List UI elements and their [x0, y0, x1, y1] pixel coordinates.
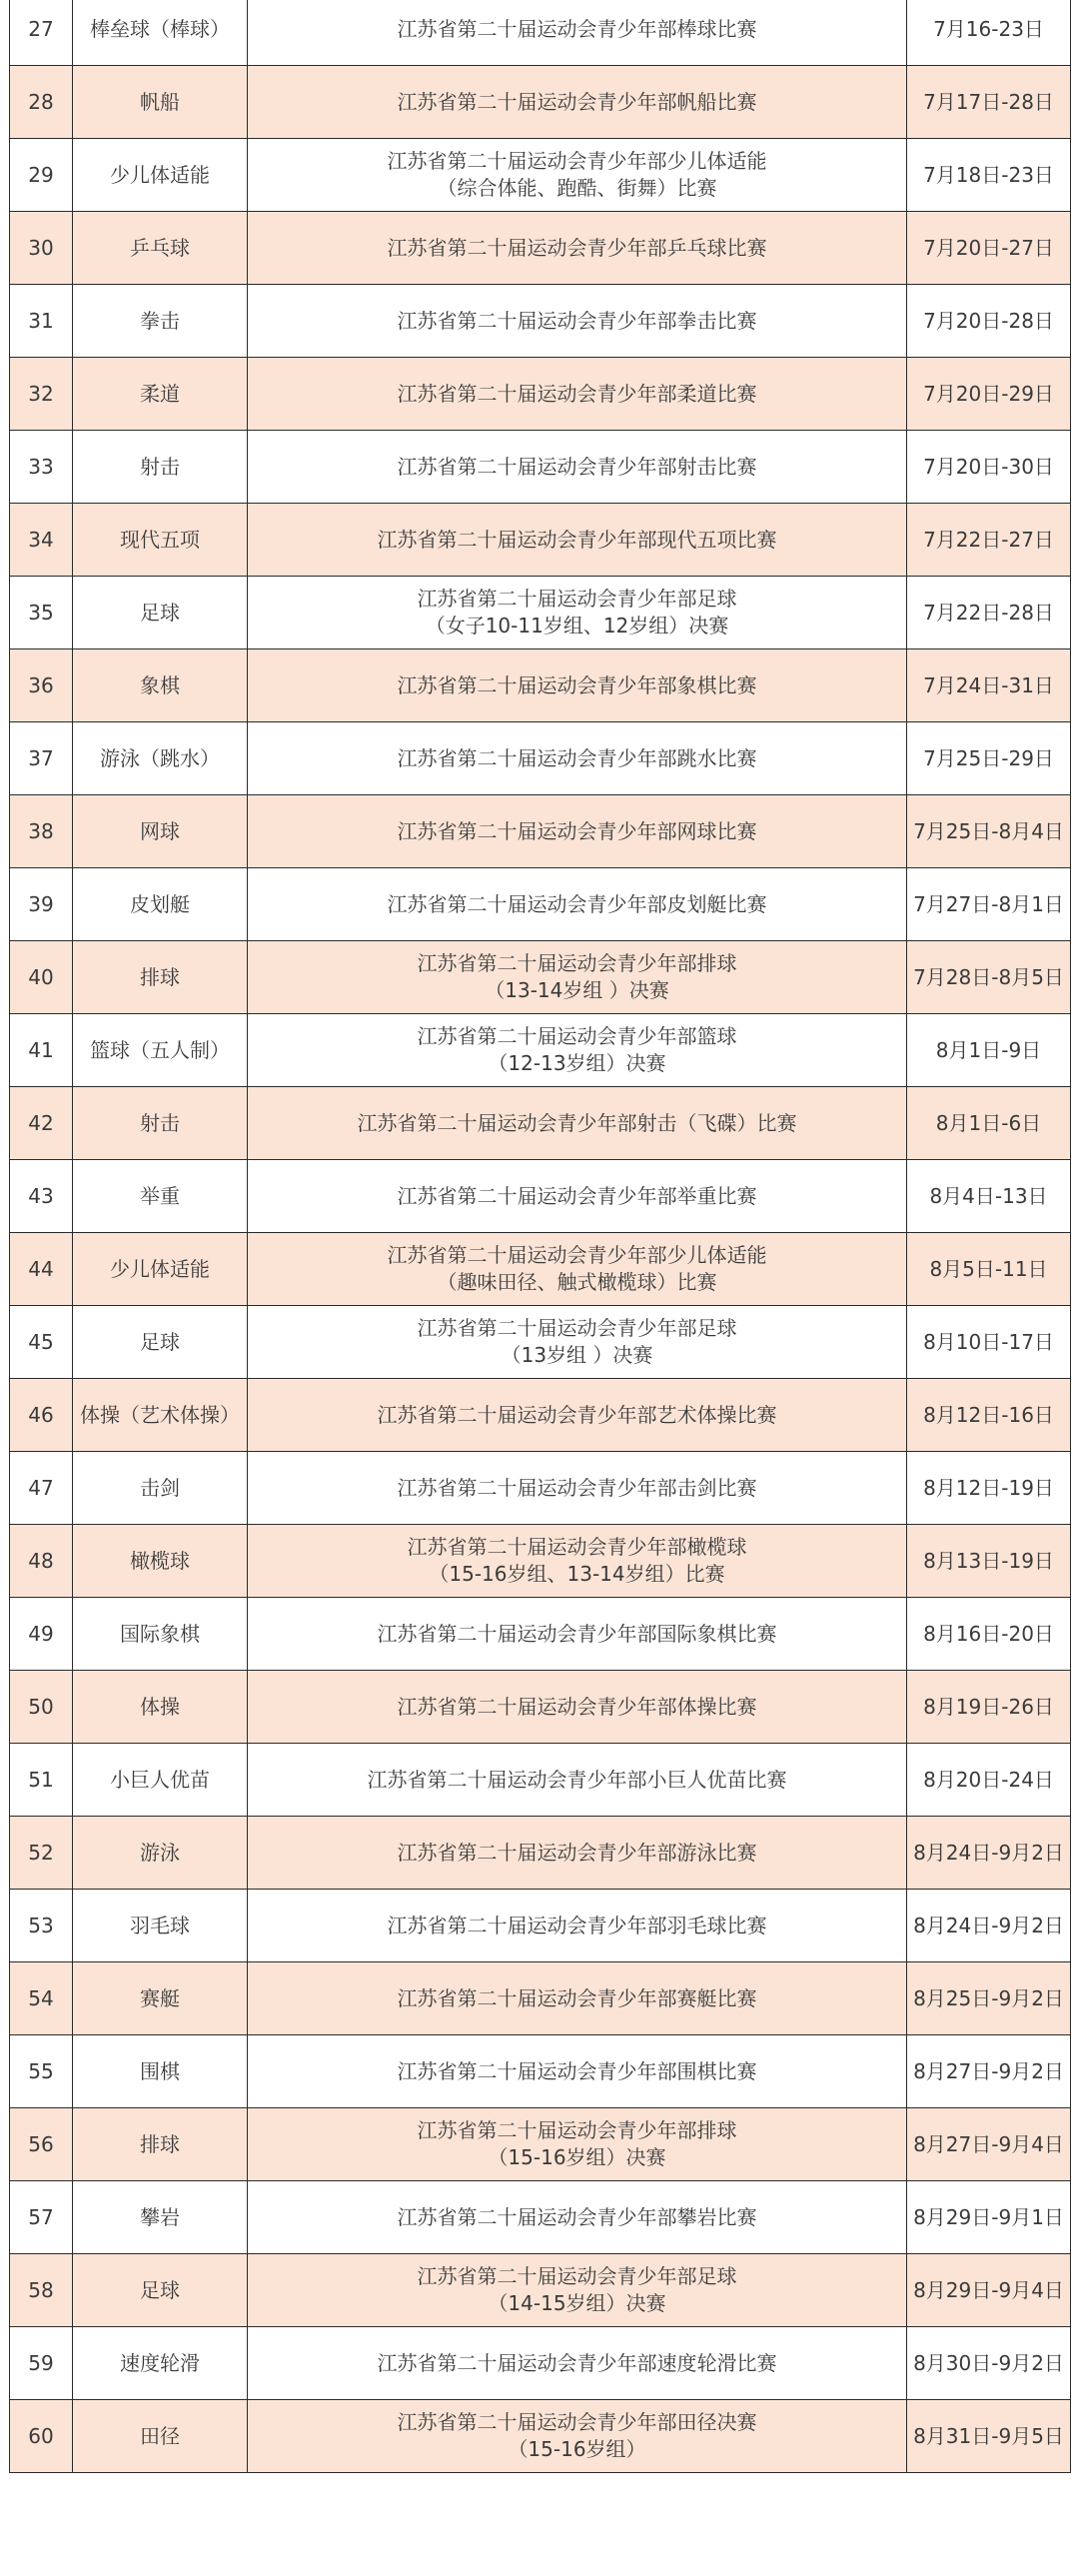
event-name-line: （13-14岁组 ）决赛: [485, 978, 669, 1002]
event-name-line: 江苏省第二十届运动会青少年部速度轮滑比赛: [377, 2350, 777, 2375]
event-name-line: （15-16岁组）决赛: [488, 2145, 666, 2169]
sport-name: 少儿体适能: [73, 139, 248, 212]
event-name-line: 江苏省第二十届运动会青少年部射击（飞碟）比赛: [357, 1110, 797, 1135]
sport-name: 举重: [73, 1160, 248, 1233]
table-row: [10, 1160, 1071, 1233]
event-name-line: （13岁组 ）决赛: [501, 1343, 653, 1367]
event-date: 8月13日-19日: [907, 1525, 1071, 1598]
event-name-line: 江苏省第二十届运动会青少年部羽毛球比赛: [387, 1913, 767, 1937]
event-name-line: （女子10-11岁组、12岁组）决赛: [425, 614, 729, 638]
table-row: [10, 212, 1071, 285]
event-name-line: 江苏省第二十届运动会青少年部皮划艇比赛: [387, 891, 767, 916]
sport-name: 游泳（跳水）: [73, 722, 248, 795]
sport-name: 排球: [73, 2108, 248, 2181]
event-name-line: 江苏省第二十届运动会青少年部举重比赛: [397, 1183, 757, 1208]
event-name-line: 江苏省第二十届运动会青少年部国际象棋比赛: [377, 1621, 777, 1646]
event-date: 8月24日-9月2日: [907, 1817, 1071, 1890]
row-number: 39: [10, 868, 73, 941]
event-date: 7月20日-28日: [907, 285, 1071, 358]
event-name-line: 江苏省第二十届运动会青少年部网球比赛: [397, 818, 757, 843]
table-row: [10, 1962, 1071, 2035]
sport-name: 拳击: [73, 285, 248, 358]
event-date: 7月24日-31日: [907, 649, 1071, 722]
event-name: [248, 285, 907, 358]
event-name-line: 江苏省第二十届运动会青少年部体操比赛: [397, 1694, 757, 1719]
event-name: [248, 1087, 907, 1160]
event-name: [248, 2108, 907, 2181]
sport-name: 速度轮滑: [73, 2327, 248, 2400]
row-number: 27: [10, 0, 73, 66]
row-number: 35: [10, 577, 73, 649]
sport-name: 现代五项: [73, 504, 248, 577]
event-name: [248, 941, 907, 1014]
sport-name: 赛艇: [73, 1962, 248, 2035]
row-number: 53: [10, 1890, 73, 1962]
event-date: 7月17日-28日: [907, 66, 1071, 139]
row-number: 37: [10, 722, 73, 795]
competition-schedule-table: [9, 0, 1071, 2473]
event-date: 7月28日-8月5日: [907, 941, 1071, 1014]
event-name: [248, 66, 907, 139]
row-number: 47: [10, 1452, 73, 1525]
event-name: [248, 1671, 907, 1744]
event-name: [248, 504, 907, 577]
event-name: [248, 2181, 907, 2254]
sport-name: 篮球（五人制）: [73, 1014, 248, 1087]
sport-name: 体操（艺术体操）: [73, 1379, 248, 1452]
row-number: 29: [10, 139, 73, 212]
sport-name: 棒垒球（棒球）: [73, 0, 248, 66]
event-name-line: （12-13岁组）决赛: [488, 1051, 666, 1075]
sport-name: 帆船: [73, 66, 248, 139]
table-row: [10, 66, 1071, 139]
event-name-line: （综合体能、跑酷、街舞）比赛: [437, 176, 717, 200]
table-row: [10, 2035, 1071, 2108]
sport-name: 足球: [73, 1306, 248, 1379]
event-name: [248, 1379, 907, 1452]
event-date: 8月10日-17日: [907, 1306, 1071, 1379]
event-name: [248, 1890, 907, 1962]
event-name-line: （15-16岁组）: [508, 2437, 646, 2461]
row-number: 51: [10, 1744, 73, 1817]
row-number: 58: [10, 2254, 73, 2327]
event-name: [248, 1962, 907, 2035]
event-date: 8月19日-26日: [907, 1671, 1071, 1744]
table-row: [10, 1890, 1071, 1962]
table-row: [10, 722, 1071, 795]
event-name-line: 江苏省第二十届运动会青少年部击剑比赛: [397, 1475, 757, 1500]
table-row: [10, 1087, 1071, 1160]
sport-name: 橄榄球: [73, 1525, 248, 1598]
table-row: [10, 0, 1071, 66]
row-number: 40: [10, 941, 73, 1014]
event-name-line: 江苏省第二十届运动会青少年部艺术体操比赛: [377, 1402, 777, 1427]
table-row: [10, 1598, 1071, 1671]
sport-name: 攀岩: [73, 2181, 248, 2254]
row-number: 54: [10, 1962, 73, 2035]
event-name-line: （14-15岁组）决赛: [488, 2291, 666, 2315]
row-number: 46: [10, 1379, 73, 1452]
event-date: 8月24日-9月2日: [907, 1890, 1071, 1962]
row-number: 48: [10, 1525, 73, 1598]
sport-name: 网球: [73, 795, 248, 868]
event-date: 7月25日-29日: [907, 722, 1071, 795]
table-row: [10, 2108, 1071, 2181]
event-name-line: 江苏省第二十届运动会青少年部少儿体适能: [387, 149, 767, 173]
event-name: [248, 795, 907, 868]
event-name-line: （趣味田径、触式橄榄球）比赛: [437, 1270, 717, 1294]
row-number: 44: [10, 1233, 73, 1306]
event-name-line: 江苏省第二十届运动会青少年部帆船比赛: [397, 89, 757, 114]
event-name: [248, 577, 907, 649]
sport-name: 柔道: [73, 358, 248, 431]
table-row: [10, 1233, 1071, 1306]
row-number: 30: [10, 212, 73, 285]
event-name-line: 江苏省第二十届运动会青少年部乒乓球比赛: [387, 235, 767, 260]
table-row: [10, 2254, 1071, 2327]
sport-name: 围棋: [73, 2035, 248, 2108]
event-date: 8月1日-9日: [907, 1014, 1071, 1087]
event-date: 8月16日-20日: [907, 1598, 1071, 1671]
sport-name: 羽毛球: [73, 1890, 248, 1962]
row-number: 33: [10, 431, 73, 504]
sport-name: 体操: [73, 1671, 248, 1744]
row-number: 56: [10, 2108, 73, 2181]
event-name: [248, 1744, 907, 1817]
event-name-line: 江苏省第二十届运动会青少年部橄榄球: [407, 1535, 747, 1559]
event-date: 7月27日-8月1日: [907, 868, 1071, 941]
sport-name: 少儿体适能: [73, 1233, 248, 1306]
event-name: [248, 2254, 907, 2327]
schedule-body: [10, 0, 1071, 2473]
row-number: 36: [10, 649, 73, 722]
table-row: [10, 1817, 1071, 1890]
event-date: 8月27日-9月4日: [907, 2108, 1071, 2181]
event-name: [248, 1452, 907, 1525]
event-name-line: 江苏省第二十届运动会青少年部篮球: [417, 1024, 737, 1048]
row-number: 32: [10, 358, 73, 431]
event-name: [248, 1306, 907, 1379]
event-name-line: 江苏省第二十届运动会青少年部棒球比赛: [397, 16, 757, 41]
event-name: [248, 2400, 907, 2473]
event-name-line: 江苏省第二十届运动会青少年部足球: [417, 2264, 737, 2288]
event-name-line: 江苏省第二十届运动会青少年部排球: [417, 2118, 737, 2142]
event-name-line: 江苏省第二十届运动会青少年部足球: [417, 587, 737, 611]
event-name-line: 江苏省第二十届运动会青少年部跳水比赛: [397, 745, 757, 770]
table-row: [10, 2181, 1071, 2254]
event-name: [248, 0, 907, 66]
event-date: 7月20日-29日: [907, 358, 1071, 431]
table-row: [10, 431, 1071, 504]
event-name-line: （15-16岁组、13-14岁组）比赛: [429, 1562, 725, 1586]
event-date: 8月5日-11日: [907, 1233, 1071, 1306]
sport-name: 乒乓球: [73, 212, 248, 285]
event-date: 8月1日-6日: [907, 1087, 1071, 1160]
event-date: 7月20日-27日: [907, 212, 1071, 285]
event-date: 8月29日-9月1日: [907, 2181, 1071, 2254]
sport-name: 象棋: [73, 649, 248, 722]
event-date: 8月12日-16日: [907, 1379, 1071, 1452]
event-name-line: 江苏省第二十届运动会青少年部象棋比赛: [397, 672, 757, 697]
table-row: [10, 1671, 1071, 1744]
table-row: [10, 1744, 1071, 1817]
row-number: 28: [10, 66, 73, 139]
table-row: [10, 2400, 1071, 2473]
event-date: 8月12日-19日: [907, 1452, 1071, 1525]
event-date: 8月31日-9月5日: [907, 2400, 1071, 2473]
row-number: 43: [10, 1160, 73, 1233]
event-name-line: 江苏省第二十届运动会青少年部柔道比赛: [397, 381, 757, 406]
event-date: 7月22日-27日: [907, 504, 1071, 577]
table-row: [10, 649, 1071, 722]
row-number: 34: [10, 504, 73, 577]
event-date: 7月20日-30日: [907, 431, 1071, 504]
table-row: [10, 504, 1071, 577]
table-row: [10, 358, 1071, 431]
row-number: 38: [10, 795, 73, 868]
event-name-line: 江苏省第二十届运动会青少年部射击比赛: [397, 454, 757, 479]
event-date: 8月20日-24日: [907, 1744, 1071, 1817]
event-name: [248, 1817, 907, 1890]
event-name: [248, 358, 907, 431]
event-name: [248, 868, 907, 941]
event-name-line: 江苏省第二十届运动会青少年部现代五项比赛: [377, 527, 777, 552]
row-number: 52: [10, 1817, 73, 1890]
sport-name: 小巨人优苗: [73, 1744, 248, 1817]
event-name: [248, 1598, 907, 1671]
event-name: [248, 649, 907, 722]
event-name-line: 江苏省第二十届运动会青少年部游泳比赛: [397, 1840, 757, 1865]
row-number: 41: [10, 1014, 73, 1087]
row-number: 42: [10, 1087, 73, 1160]
table-row: [10, 1525, 1071, 1598]
event-name-line: 江苏省第二十届运动会青少年部攀岩比赛: [397, 2204, 757, 2229]
table-row: [10, 941, 1071, 1014]
event-date: 8月27日-9月2日: [907, 2035, 1071, 2108]
event-name: [248, 1014, 907, 1087]
event-name-line: 江苏省第二十届运动会青少年部足球: [417, 1316, 737, 1340]
event-name: [248, 212, 907, 285]
event-name: [248, 139, 907, 212]
sport-name: 射击: [73, 1087, 248, 1160]
table-row: [10, 1452, 1071, 1525]
sport-name: 排球: [73, 941, 248, 1014]
sport-name: 游泳: [73, 1817, 248, 1890]
sport-name: 击剑: [73, 1452, 248, 1525]
event-date: 8月4日-13日: [907, 1160, 1071, 1233]
event-name: [248, 1160, 907, 1233]
event-name-line: 江苏省第二十届运动会青少年部田径决赛: [397, 2410, 757, 2434]
sport-name: 国际象棋: [73, 1598, 248, 1671]
row-number: 31: [10, 285, 73, 358]
event-date: 7月22日-28日: [907, 577, 1071, 649]
row-number: 55: [10, 2035, 73, 2108]
table-row: [10, 1306, 1071, 1379]
row-number: 50: [10, 1671, 73, 1744]
event-name: [248, 722, 907, 795]
event-name-line: 江苏省第二十届运动会青少年部拳击比赛: [397, 308, 757, 333]
sport-name: 皮划艇: [73, 868, 248, 941]
sport-name: 射击: [73, 431, 248, 504]
table-row: [10, 795, 1071, 868]
event-name: [248, 2327, 907, 2400]
event-name-line: 江苏省第二十届运动会青少年部赛艇比赛: [397, 1985, 757, 2010]
event-name-line: 江苏省第二十届运动会青少年部少儿体适能: [387, 1243, 767, 1267]
event-date: 7月25日-8月4日: [907, 795, 1071, 868]
event-name-line: 江苏省第二十届运动会青少年部排球: [417, 951, 737, 975]
event-name: [248, 1525, 907, 1598]
table-row: [10, 2327, 1071, 2400]
table-row: [10, 1014, 1071, 1087]
event-date: 8月30日-9月2日: [907, 2327, 1071, 2400]
event-name-line: 江苏省第二十届运动会青少年部围棋比赛: [397, 2058, 757, 2083]
sport-name: 足球: [73, 2254, 248, 2327]
table-row: [10, 1379, 1071, 1452]
table-row: [10, 139, 1071, 212]
event-date: 7月16-23日: [907, 0, 1071, 66]
event-name-line: 江苏省第二十届运动会青少年部小巨人优苗比赛: [367, 1767, 787, 1792]
event-date: 7月18日-23日: [907, 139, 1071, 212]
row-number: 60: [10, 2400, 73, 2473]
event-name: [248, 431, 907, 504]
row-number: 49: [10, 1598, 73, 1671]
row-number: 45: [10, 1306, 73, 1379]
event-name: [248, 2035, 907, 2108]
event-date: 8月25日-9月2日: [907, 1962, 1071, 2035]
sport-name: 足球: [73, 577, 248, 649]
row-number: 57: [10, 2181, 73, 2254]
event-date: 8月29日-9月4日: [907, 2254, 1071, 2327]
table-row: [10, 577, 1071, 649]
table-row: [10, 868, 1071, 941]
event-name: [248, 1233, 907, 1306]
sport-name: 田径: [73, 2400, 248, 2473]
row-number: 59: [10, 2327, 73, 2400]
table-row: [10, 285, 1071, 358]
